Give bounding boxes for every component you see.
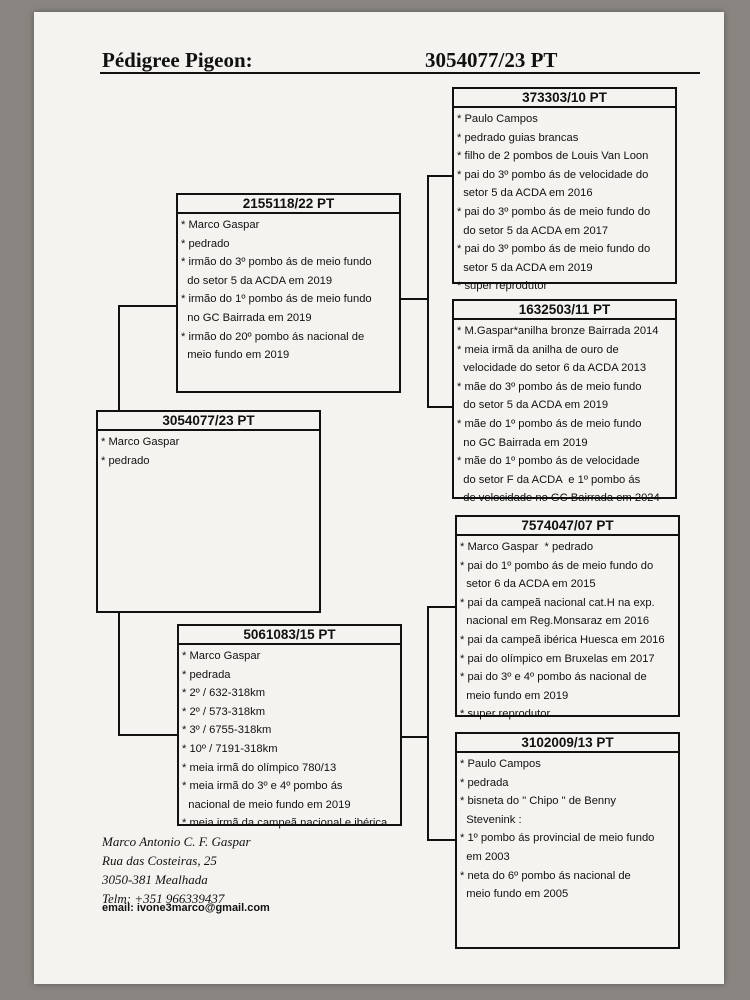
sire-sire-box [452,87,677,293]
dam-dam-line: * Paulo Campos [460,758,541,770]
connector-line [118,305,178,307]
page-title: Pédigree Pigeon: [102,48,253,72]
dam-line: * Marco Gaspar [182,650,261,662]
sire-sire-line: * pai do 3º pombo ás de velocidade do [457,168,649,181]
sire-line: do setor 5 da ACDA em 2019 [181,274,333,287]
sire-sire-line: setor 5 da ACDA em 2016 [457,187,593,200]
dam-sire-line: nacional em Reg.Monsaraz em 2016 [460,615,650,628]
dam-dam-line: * 1º pombo ás provincial de meio fundo [460,832,655,845]
sire-dam-line: velocidade do setor 6 da ACDA 2013 [457,362,647,375]
sire-dam-line: * mãe do 1º pombo ás de meio fundo [457,417,642,430]
dam-dam-box [455,732,680,949]
breeder-city: 3050-381 Mealhada [102,872,208,887]
connector-line [427,606,429,841]
sire-dam-box [452,299,677,505]
connector-line [427,406,454,408]
dam-box [177,624,402,830]
dam-sire-line: meio fundo em 2019 [460,689,569,702]
sire-sire-line: * pai do 3º pombo ás de meio fundo do [457,243,651,256]
sire-dam-ring: 1632503/11 PT [454,301,675,320]
sire-dam-line: no GC Bairrada em 2019 [457,436,588,449]
dam-line: * meia irmã do olímpico 780/13 [182,761,337,774]
dam-line: * pedrada [182,668,231,681]
sire-dam-line: * M.Gaspar*anilha bronze Bairrada 2014 [457,325,659,337]
sire-sire-line: * pedrado guias brancas [457,131,579,144]
sire-line: * irmão do 3º pombo ás de meio fundo [181,256,372,269]
subject-line: * pedrado [101,454,150,467]
sire-sire-line: * pai do 3º pombo ás de meio fundo do [457,205,651,218]
subject-line: * Marco Gaspar [101,436,180,448]
dam-sire-box [455,515,680,721]
dam-ring: 5061083/15 PT [179,626,400,645]
connector-line [427,606,455,608]
dam-sire-ring: 7574047/07 PT [457,517,678,536]
sire-dam-line: * mãe do 1º pombo ás de velocidade [457,455,640,468]
connector-line [400,736,428,738]
dam-sire-line: * Marco Gaspar * pedrado [460,541,594,553]
dam-line: * 2º / 573-318km [182,705,266,718]
subject-ring: 3054077/23 PT [98,412,319,431]
sire-sire-line: do setor 5 da ACDA em 2017 [457,224,609,237]
dam-sire-line: * pai do 1º pombo ás de meio fundo do [460,559,654,572]
sire-dam-line: de velocidade no GC Bairrada em 2024 [457,492,660,505]
dam-dam-line: * neta do 6º pombo ás nacional de [460,869,631,882]
sire-dam-line: do setor F da ACDA e 1º pombo ás [457,473,641,486]
sire-dam-line: * meia irmã da anilha de ouro de [457,343,619,356]
dam-dam-line: em 2003 [460,850,510,863]
breeder-phone: Telm: +351 966339437 [102,891,225,906]
sire-line: * Marco Gaspar [181,219,260,231]
breeder-name: Marco Antonio C. F. Gaspar [102,834,251,849]
dam-sire-line: * super reprodutor [460,708,551,721]
sire-sire-ring: 373303/10 PT [454,89,675,108]
dam-dam-line: Stevenink : [460,813,522,826]
page-ring-number: 3054077/23 PT [425,48,558,72]
dam-dam-line: meio fundo em 2005 [460,888,569,901]
dam-line: * 3º / 6755-318km [182,724,272,737]
connector-line [427,839,455,841]
dam-line: * 2º / 632-318km [182,687,266,700]
sire-sire-line: setor 5 da ACDA em 2019 [457,261,593,274]
dam-sire-line: * pai da campeã ibérica Huesca em 2016 [460,633,665,646]
sire-line: * irmão do 20º pombo ás nacional de [181,330,365,343]
dam-line: * 10º / 7191-318km [182,742,278,755]
dam-dam-line: * pedrada [460,776,509,789]
connector-line [427,175,429,408]
dam-line: nacional de meio fundo em 2019 [182,798,351,811]
dam-sire-line: * pai do olímpico em Bruxelas em 2017 [460,652,655,665]
connector-line [400,298,428,300]
sire-dam-line: do setor 5 da ACDA em 2019 [457,399,609,412]
dam-sire-line: setor 6 da ACDA em 2015 [460,578,596,591]
connector-line [427,175,454,177]
connector-line [118,734,178,736]
dam-line: * meia irmã do 3º e 4º pombo ás [182,780,343,793]
title-underline [100,72,700,74]
connector-line [118,305,120,412]
sire-sire-line: * filho de 2 pombos de Louis Van Loon [457,150,649,163]
sire-line: meio fundo em 2019 [181,349,290,362]
dam-dam-ring: 3102009/13 PT [457,734,678,753]
subject-pigeon-box [96,410,321,613]
dam-dam-line: * bisneta do " Chipo " de Benny [460,795,616,808]
dam-sire-line: * pai da campeã nacional cat.H na exp. [460,596,655,609]
sire-line: no GC Bairrada em 2019 [181,311,312,324]
dam-sire-line: * pai do 3º e 4º pombo ás nacional de [460,671,647,684]
sire-line: * pedrado [181,237,230,250]
dam-line: * meia irmã da campeã nacional e ibérica [182,817,388,830]
breeder-address [102,832,251,908]
breeder-email: email: ivone3marco@gmail.com [102,902,270,914]
sire-box [176,193,401,393]
sire-dam-line: * mãe do 3º pombo ás de meio fundo [457,380,642,393]
sire-sire-line: * Paulo Campos [457,113,538,125]
breeder-street: Rua das Costeiras, 25 [102,853,217,868]
connector-line [118,611,120,736]
sire-ring: 2155118/22 PT [178,195,399,214]
sire-sire-line: * super reprodutor [457,280,548,293]
sire-line: * irmão do 1º pombo ás de meio fundo [181,293,372,306]
